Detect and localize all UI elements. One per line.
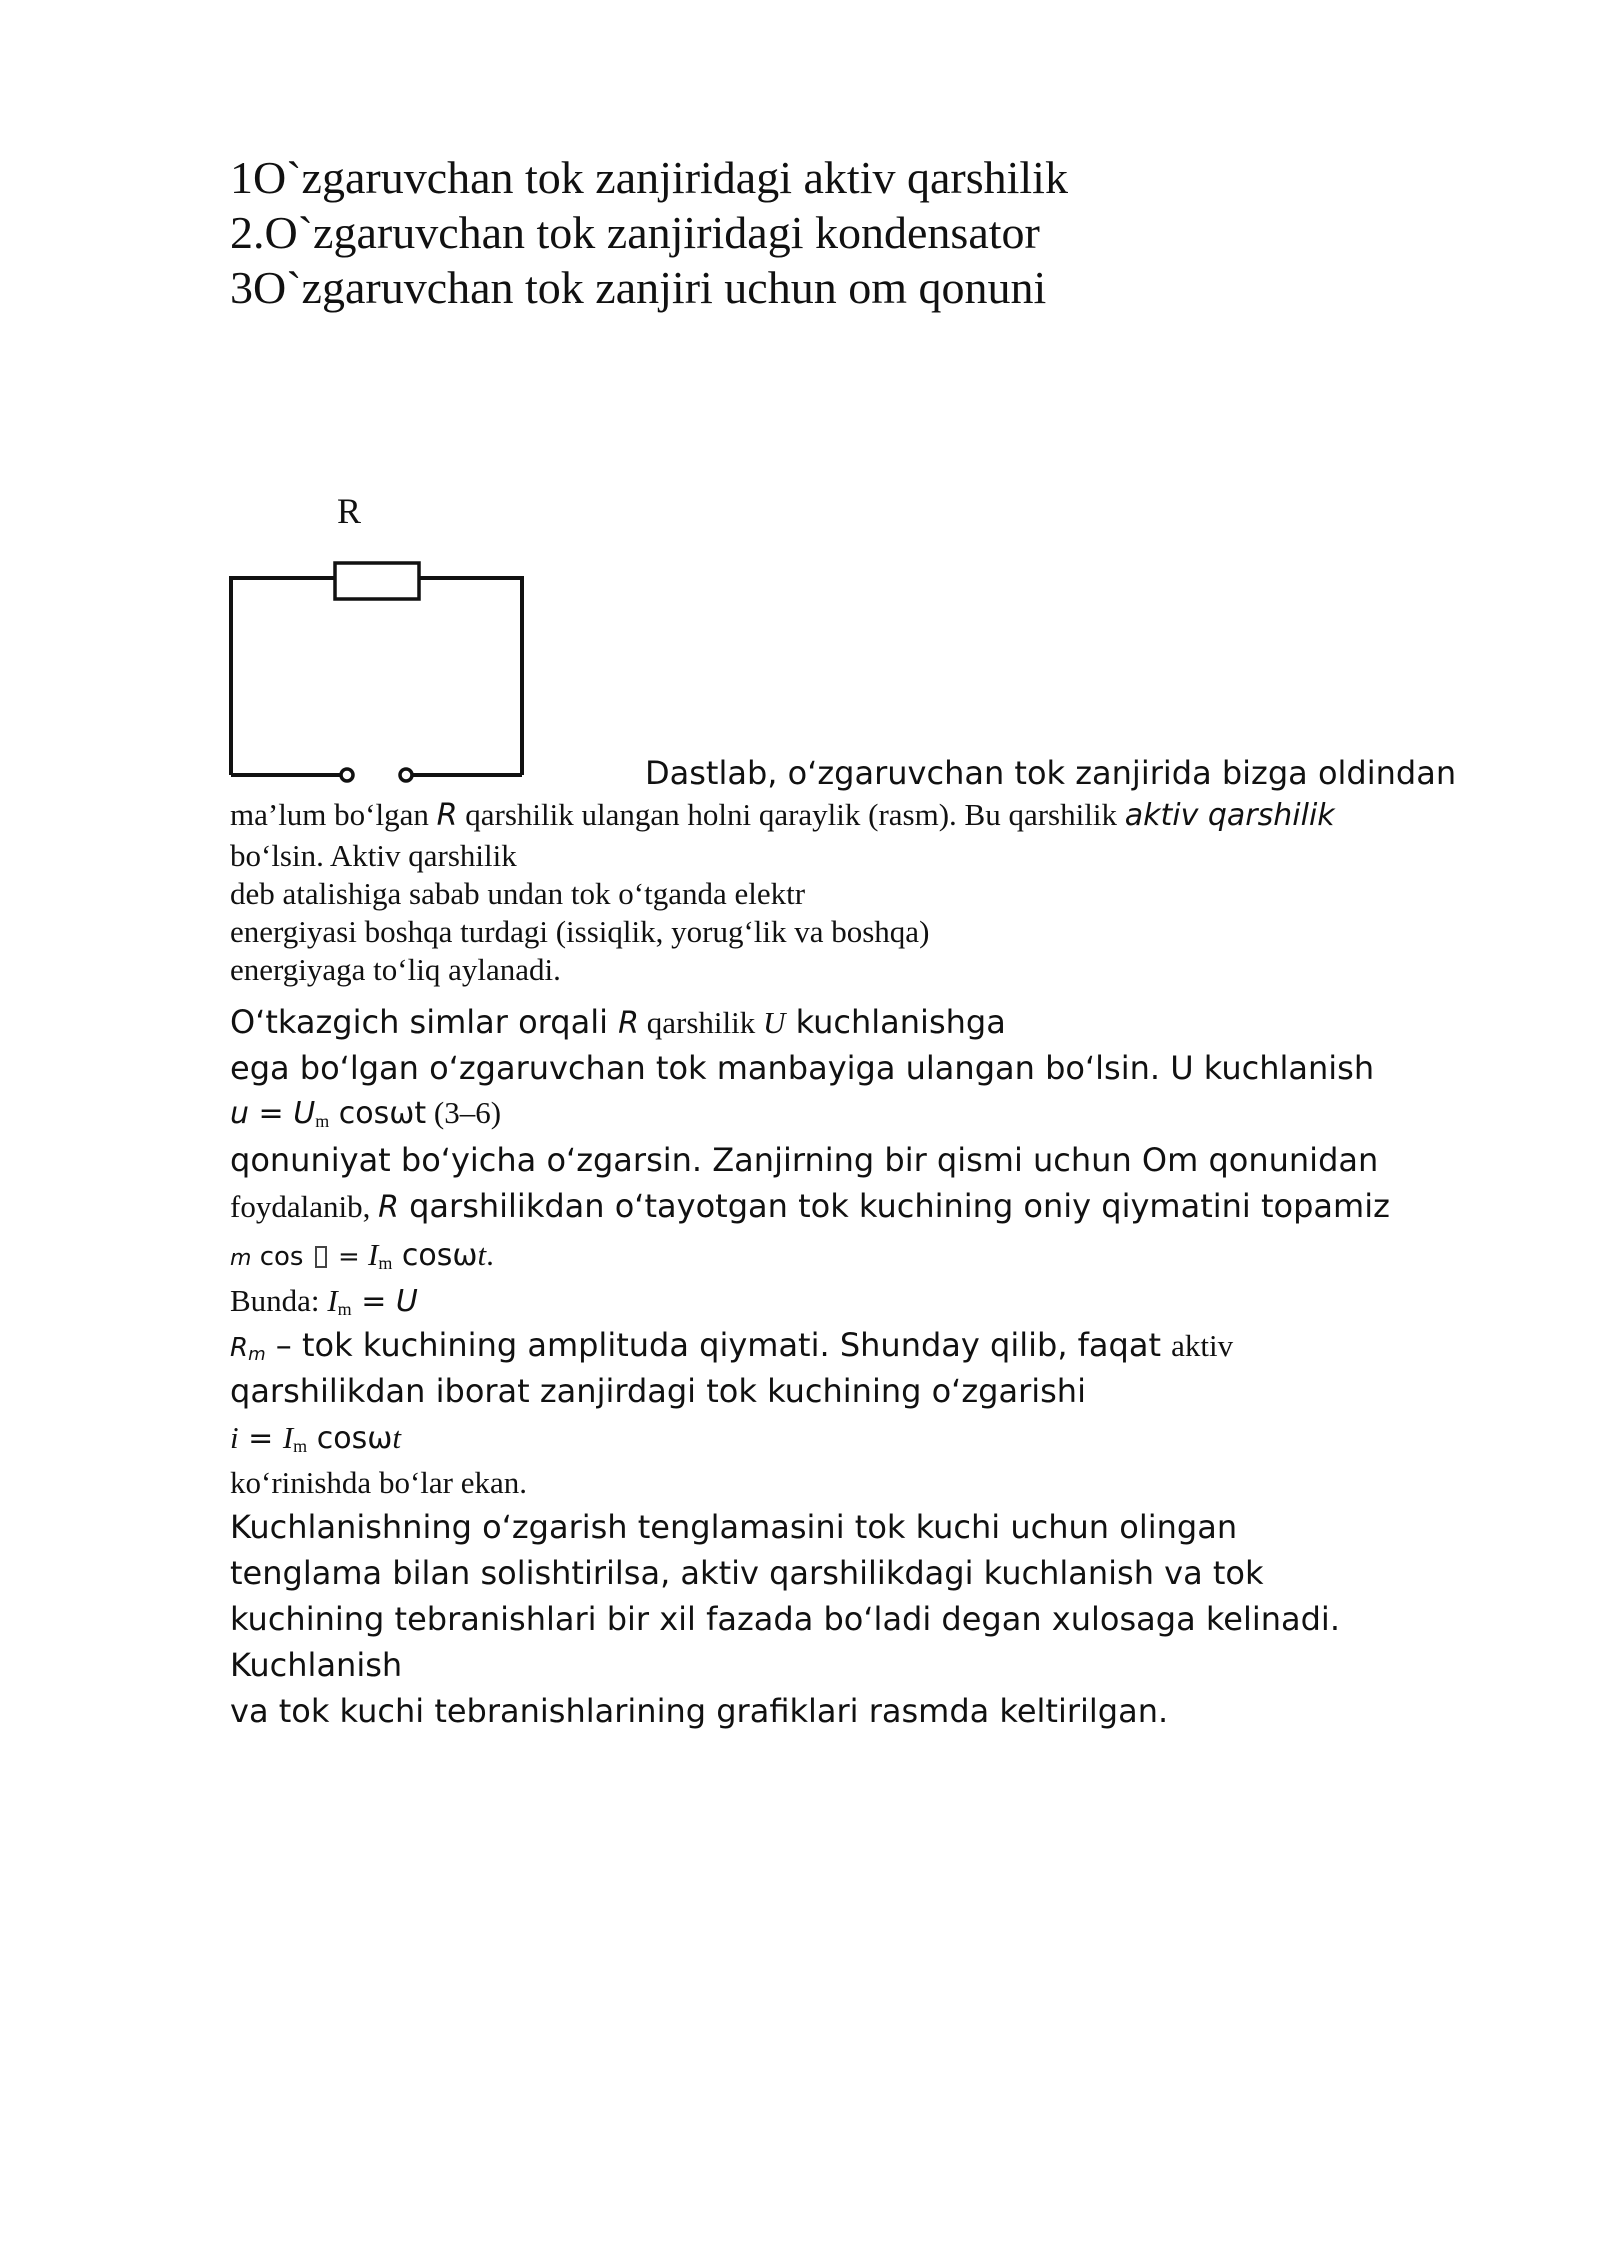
terminal-left <box>341 769 353 781</box>
body-line-22: va tok kuchi tebranishlarining grafiklari rasmda keltirilgan. <box>230 1692 1169 1730</box>
body-line-18: Kuchlanishning o‘zgarish tenglamasini tok kuchi uchun olingan <box>230 1508 1238 1546</box>
body-line-17: ko‘rinishda bo‘lar ekan. <box>230 1465 527 1500</box>
circuit-diagram <box>225 485 535 795</box>
heading-3: 3O`zgaruvchan tok zanjiri uchun om qonuni <box>230 262 1047 313</box>
heading-2: 2.O`zgaruvchan tok zanjiridagi kondensator <box>230 207 1040 258</box>
body-line-21: Kuchlanish <box>230 1646 403 1684</box>
body-line-6: energiyaga to‘liq aylanadi. <box>230 952 561 987</box>
formula-current-instant: m cos = Im cosωt. <box>230 1237 494 1273</box>
body-line-3: bo‘lsin. Aktiv qarshilik <box>230 838 517 873</box>
body-line-20: kuchining tebranishlari bir xil fazada bo‘ladi degan xulosaga kelinadi. <box>230 1600 1340 1638</box>
body-line-11: foydalanib, R qarshilikdan o‘tayotgan tok kuchining oniy qiymatini topamiz <box>230 1187 1390 1225</box>
formula-voltage: u = Um cosωt (3–6) <box>230 1095 502 1131</box>
heading-1: 1O`zgaruvchan tok zanjiridagi aktiv qarshilik <box>230 152 1068 203</box>
missing-glyph-icon <box>315 1246 327 1268</box>
terminal-right <box>400 769 412 781</box>
body-line-4: deb atalishiga sabab undan tok o‘tganda elektr <box>230 876 806 911</box>
body-line-10: qonuniyat bo‘yicha o‘zgarsin. Zanjirning bir qismi uchun Om qonunidan <box>230 1141 1379 1179</box>
body-line-15: qarshilikdan iborat zanjirdagi tok kuchining o‘zgarishi <box>230 1372 1086 1410</box>
body-line-2: ma’lum bo‘lgan R qarshilik ulangan holni qaraylik (rasm). Bu qarshilik aktiv qarshilik <box>230 797 1335 833</box>
body-line-14: Rm – tok kuchining amplituda qiymati. Shunday qilib, faqat aktiv <box>230 1326 1234 1365</box>
resistor-symbol <box>335 563 419 599</box>
body-line-1: Dastlab, o‘zgaruvchan tok zanjirida bizga oldindan <box>645 754 1457 792</box>
body-line-8: ega bo‘lgan o‘zgaruvchan tok manbayiga ulangan bo‘lsin. U kuchlanish <box>230 1049 1375 1087</box>
formula-amplitude: Bunda: Im = U <box>230 1283 418 1319</box>
body-line-7: O‘tkazgich simlar orqali R qarshilik U kuchlanishga <box>230 1003 1006 1041</box>
body-line-5: energiyasi boshqa turdagi (issiqlik, yorug‘lik va boshqa) <box>230 914 930 949</box>
body-line-19: tenglama bilan solishtirilsa, aktiv qarshilikdagi kuchlanish va tok <box>230 1554 1264 1592</box>
formula-current: i = Im cosωt <box>230 1420 401 1456</box>
resistor-label: R <box>337 491 362 531</box>
